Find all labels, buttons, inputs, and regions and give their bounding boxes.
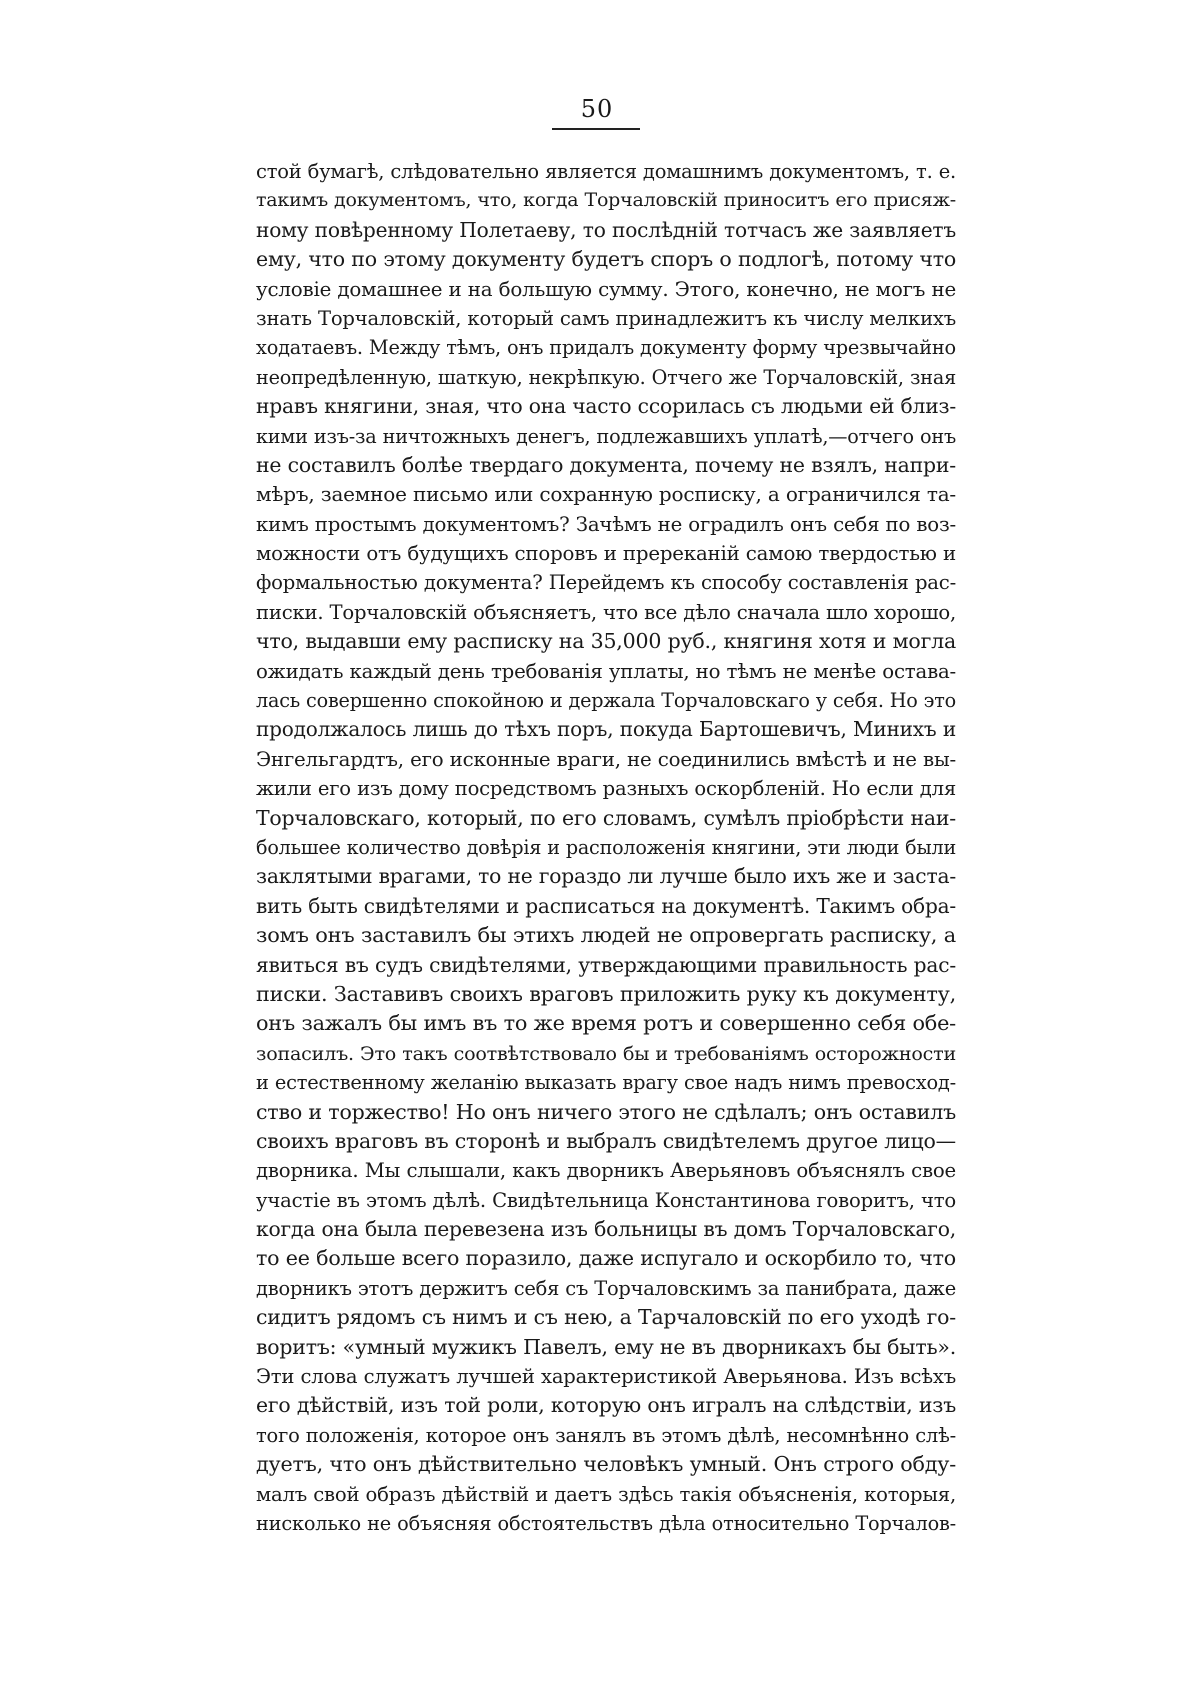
text-line: зомъ онъ заставилъ бы этихъ людей не опровергать расписку, а	[256, 923, 956, 948]
text-line: его дѣйствій, изъ той роли, которую онъ игралъ на слѣдствіи, изъ	[256, 1393, 956, 1418]
text-line: заклятыми врагами, то не гораздо ли лучше было ихъ же и заста-	[256, 864, 956, 889]
text-line: своихъ враговъ въ сторонѣ и выбралъ свидѣтелемъ другое лицо—	[256, 1128, 956, 1153]
text-line: воритъ: «умный мужикъ Павелъ, ему не въ дворникахъ бы быть».	[256, 1334, 956, 1359]
text-line: Энгельгардтъ, его исконные враги, не соединились вмѣстѣ и не вы-	[256, 747, 956, 771]
text-line: такимъ документомъ, что, когда Торчаловскій приноситъ его присяж-	[256, 189, 956, 212]
text-line: когда она была перевезена изъ больницы въ домъ Торчаловскаго,	[256, 1217, 956, 1242]
text-line: онъ зажалъ бы имъ въ то же время ротъ и совершенно себя обе-	[256, 1011, 956, 1036]
text-line: лась совершенно спокойною и держала Торчаловскаго у себя. Но это	[256, 689, 956, 713]
text-line: писки. Торчаловскій объясняетъ, что все дѣло сначала шло хорошо,	[256, 600, 956, 624]
text-line: можности отъ будущихъ споровъ и пререканій самою твердостью и	[256, 542, 956, 566]
page-number: 50	[580, 95, 614, 123]
text-line: Торчаловскаго, который, по его словамъ, сумѣлъ пріобрѣсти наи-	[256, 805, 956, 830]
text-line: что, выдавши ему расписку на 35,000 руб., княгиня хотя и могла	[256, 629, 956, 654]
text-line: нравъ княгини, зная, что она часто ссорилась съ людьми ей близ-	[256, 394, 956, 419]
text-line: Эти слова служатъ лучшей характеристикой Аверьянова. Изъ всѣхъ	[256, 1365, 956, 1389]
text-line: неопредѣленную, шаткую, некрѣпкую. Отчего же Торчаловскій, зная	[256, 365, 956, 389]
text-line: формальностью документа? Перейдемъ къ способу составленія рас-	[256, 571, 956, 595]
text-line: нисколько не объясняя обстоятельствъ дѣла относительно Торчалов-	[256, 1511, 956, 1535]
text-line: явиться въ судъ свидѣтелями, утверждающими правильность рас-	[256, 952, 956, 977]
text-line: ство и торжество! Но онъ ничего этого не сдѣлалъ; онъ оставилъ	[256, 1099, 956, 1124]
text-line: мѣръ, заемное письмо или сохранную росписку, а ограничился та-	[256, 482, 956, 507]
text-line: ожидать каждый день требованія уплаты, но тѣмъ не менѣе остава-	[256, 659, 956, 683]
text-line: то ее больше всего поразило, даже испугало и оскорбило то, что	[256, 1246, 956, 1271]
text-line: стой бумагѣ, слѣдовательно является домашнимъ документомъ, т. е.	[256, 160, 956, 183]
text-line: малъ свой образъ дѣйствій и даетъ здѣсь такія объясненія, которыя,	[256, 1482, 956, 1506]
text-line: дуетъ, что онъ дѣйствительно человѣкъ умный. Онъ строго обду-	[256, 1452, 956, 1477]
text-line: ходатаевъ. Между тѣмъ, онъ придалъ документу форму чрезвычайно	[256, 336, 956, 360]
text-line: не составилъ болѣе твердаго документа, почему не взялъ, напри-	[256, 452, 956, 477]
text-line: знать Торчаловскій, который самъ принадлежитъ къ числу мелкихъ	[256, 306, 956, 330]
text-line: зопасилъ. Это такъ соотвѣтствовало бы и требованіямъ осторожности	[256, 1041, 956, 1065]
text-line: писки. Заставивъ своихъ враговъ приложить руку къ документу,	[256, 981, 956, 1006]
text-line: жили его изъ дому посредствомъ разныхъ оскорбленій. Но если для	[256, 777, 956, 801]
text-line: и естественному желанію выказать врагу свое надъ нимъ превосход-	[256, 1071, 956, 1095]
text-line: условіе домашнее и на большую сумму. Этого, конечно, не могъ не	[256, 277, 956, 301]
body-text	[256, 157, 956, 1538]
text-line: продолжалось лишь до тѣхъ поръ, покуда Бартошевичъ, Минихъ и	[256, 717, 956, 742]
text-line: дворника. Мы слышали, какъ дворникъ Аверьяновъ объяснялъ свое	[256, 1159, 956, 1183]
text-line: ному повѣренному Полетаеву, то послѣдній тотчасъ же заявляетъ	[256, 217, 956, 242]
text-line: кимъ простымъ документомъ? Зачѣмъ не оградилъ онъ себя по воз-	[256, 512, 956, 536]
text-line: ему, что по этому документу будетъ споръ о подлогѣ, потому что	[256, 247, 956, 272]
text-line: участіе въ этомъ дѣлѣ. Свидѣтельница Константинова говоритъ, что	[256, 1188, 956, 1212]
text-line: вить быть свидѣтелями и расписаться на документѣ. Такимъ обра-	[256, 893, 956, 918]
text-line: сидитъ рядомъ съ нимъ и съ нею, а Тарчаловскій по его уходѣ го-	[256, 1305, 956, 1330]
text-line: того положенія, которое онъ занялъ въ этомъ дѣлѣ, несомнѣнно слѣ-	[256, 1423, 956, 1447]
text-line: дворникъ этотъ держитъ себя съ Торчаловскимъ за панибрата, даже	[256, 1276, 956, 1300]
page-number-rule	[552, 128, 640, 130]
text-line: большее количество довѣрія и расположенія княгини, эти люди были	[256, 835, 956, 859]
text-line: кими изъ-за ничтожныхъ денегъ, подлежавшихъ уплатѣ,—отчего онъ	[256, 424, 956, 448]
